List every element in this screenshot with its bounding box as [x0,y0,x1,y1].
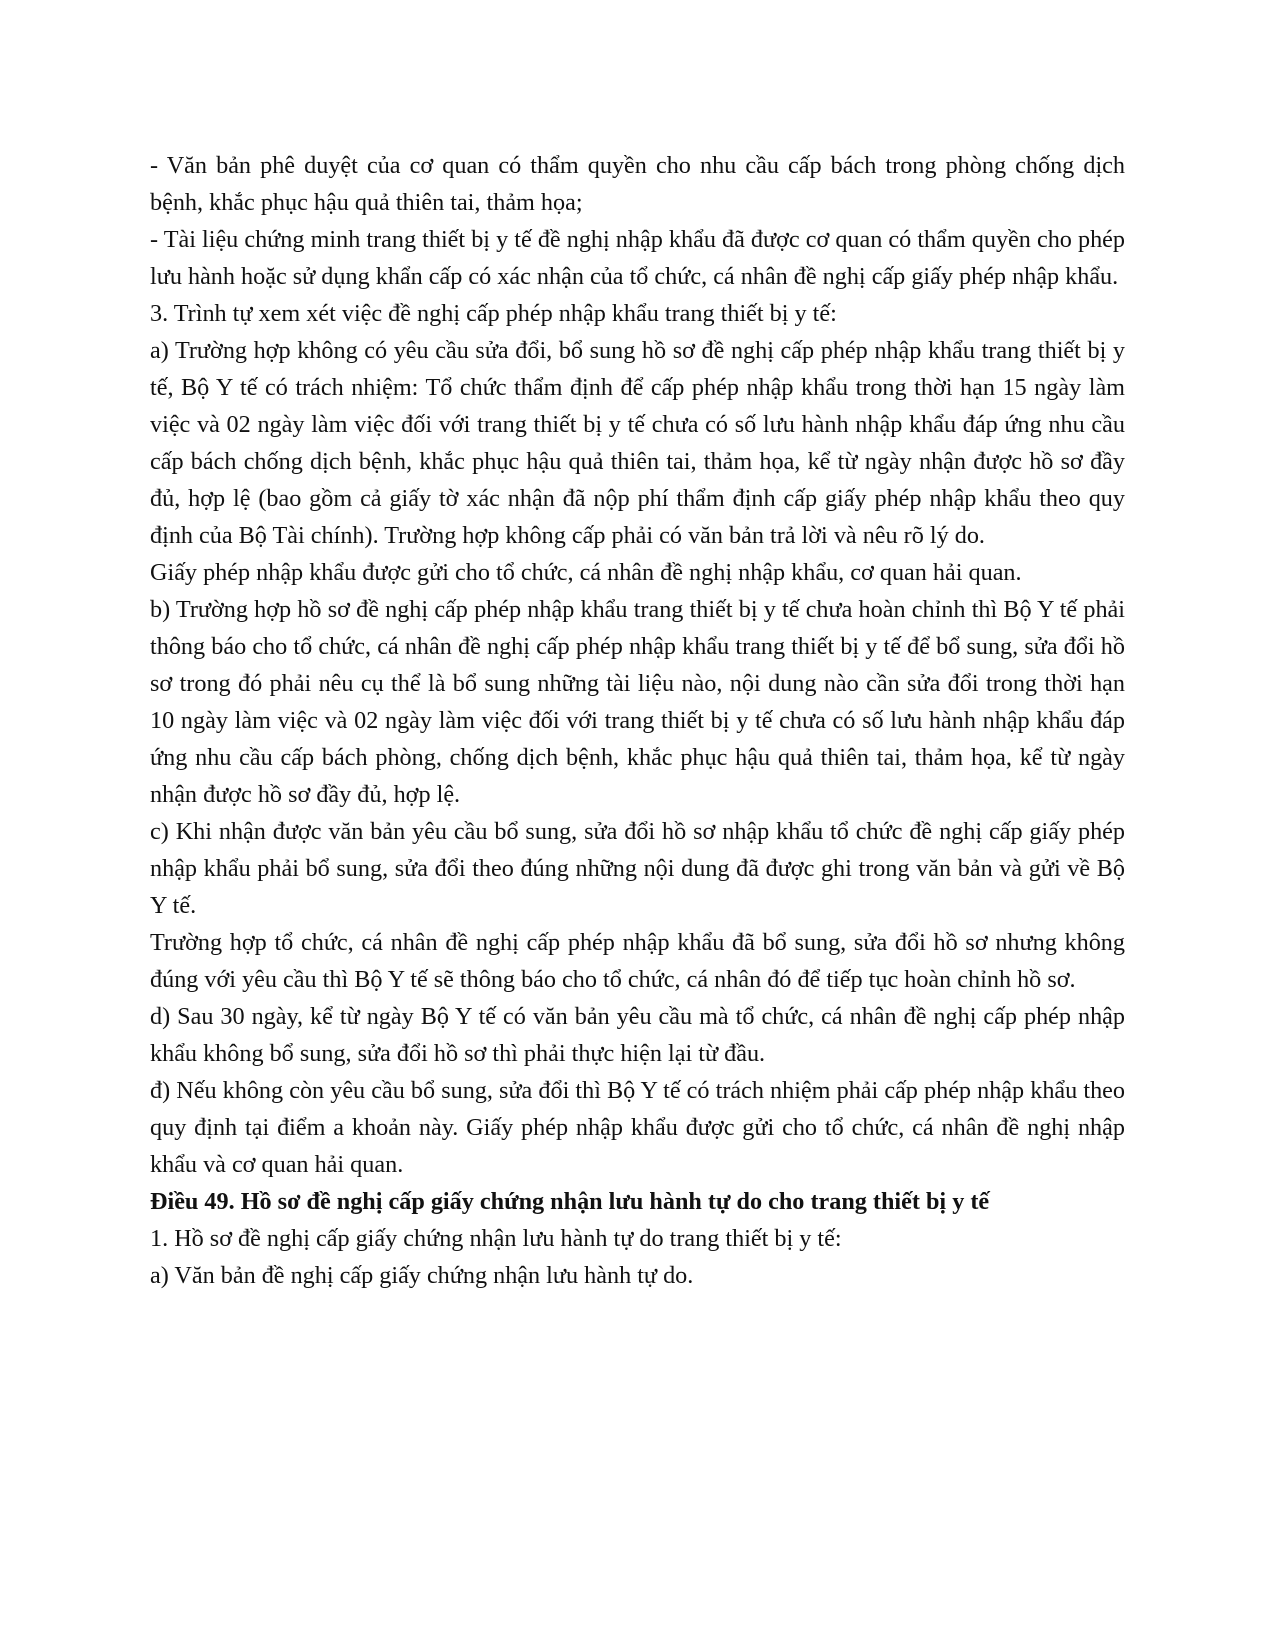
paragraph-permit-sent: Giấy phép nhập khẩu được gửi cho tổ chức, cá nhân đề nghị nhập khẩu, cơ quan hải quan. [150,559,1022,586]
paragraph-approval-document: - Văn bản phê duyệt của cơ quan có thẩm quyền cho nhu cầu cấp bách trong phòng chống dịch bệnh, khắc phục hậu quả thiên tai, thảm họa; [150,152,1125,216]
paragraph-item-c: c) Khi nhận được văn bản yêu cầu bổ sung, sửa đổi hồ sơ nhập khẩu tổ chức đề nghị cấp giấy phép nhập khẩu phải bổ sung, sửa đổi theo đúng những nội dung đã được ghi trong văn bản và gửi về Bộ Y tế. [150,818,1125,919]
paragraph-procedure-title: 3. Trình tự xem xét việc đề nghị cấp phép nhập khẩu trang thiết bị y tế: [150,300,837,327]
paragraph-item-a: a) Trường hợp không có yêu cầu sửa đổi, bổ sung hồ sơ đề nghị cấp phép nhập khẩu trang thiết bị y tế, Bộ Y tế có trách nhiệm: Tổ chức thẩm định để cấp phép nhập khẩu trong thời hạn 15 ngày làm việc và 02 ngày làm việc đối với trang thiết bị y tế chưa có số lưu hành nhập khẩu đáp ứng nhu cầu cấp bách chống dịch bệnh, khắc phục hậu quả thiên tai, thảm họa, kể từ ngày nhận được hồ sơ đầy đủ, hợp lệ (bao gồm cả giấy tờ xác nhận đã nộp phí thẩm định cấp giấy phép nhập khẩu theo quy định của Bộ Tài chính). Trường hợp không cấp phải có văn bản trả lời và nêu rõ lý do. [150,337,1125,549]
article-49-heading: Điều 49. Hồ sơ đề nghị cấp giấy chứng nhận lưu hành tự do cho trang thiết bị y tế [150,1188,990,1215]
paragraph-dossier-item-a: a) Văn bản đề nghị cấp giấy chứng nhận lưu hành tự do. [150,1262,694,1289]
paragraph-item-dd: đ) Nếu không còn yêu cầu bổ sung, sửa đổi thì Bộ Y tế có trách nhiệm phải cấp phép nhập khẩu theo quy định tại điểm a khoản này. Giấy phép nhập khẩu được gửi cho tổ chức, cá nhân đề nghị nhập khẩu và cơ quan hải quan. [150,1077,1125,1178]
paragraph-item-d: d) Sau 30 ngày, kể từ ngày Bộ Y tế có văn bản yêu cầu mà tổ chức, cá nhân đề nghị cấp phép nhập khẩu không bổ sung, sửa đổi hồ sơ thì phải thực hiện lại từ đầu. [150,1003,1125,1067]
document-body [150,147,1125,1294]
paragraph-item-b: b) Trường hợp hồ sơ đề nghị cấp phép nhập khẩu trang thiết bị y tế chưa hoàn chỉnh thì Bộ Y tế phải thông báo cho tổ chức, cá nhân đề nghị cấp phép nhập khẩu trang thiết bị y tế để bổ sung, sửa đổi hồ sơ trong đó phải nêu cụ thể là bổ sung những tài liệu nào, nội dung nào cần sửa đổi trong thời hạn 10 ngày làm việc và 02 ngày làm việc đối với trang thiết bị y tế chưa có số lưu hành nhập khẩu đáp ứng nhu cầu cấp bách phòng, chống dịch bệnh, khắc phục hậu quả thiên tai, thảm họa, kể từ ngày nhận được hồ sơ đầy đủ, hợp lệ. [150,596,1125,808]
paragraph-proof-document: - Tài liệu chứng minh trang thiết bị y tế đề nghị nhập khẩu đã được cơ quan có thẩm quyền cho phép lưu hành hoặc sử dụng khẩn cấp có xác nhận của tổ chức, cá nhân đề nghị cấp giấy phép nhập khẩu. [150,226,1125,290]
paragraph-dossier-title: 1. Hồ sơ đề nghị cấp giấy chứng nhận lưu hành tự do trang thiết bị y tế: [150,1225,842,1252]
paragraph-supplement-case: Trường hợp tổ chức, cá nhân đề nghị cấp phép nhập khẩu đã bổ sung, sửa đổi hồ sơ nhưng không đúng với yêu cầu thì Bộ Y tế sẽ thông báo cho tổ chức, cá nhân đó để tiếp tục hoàn chỉnh hồ sơ. [150,929,1125,993]
